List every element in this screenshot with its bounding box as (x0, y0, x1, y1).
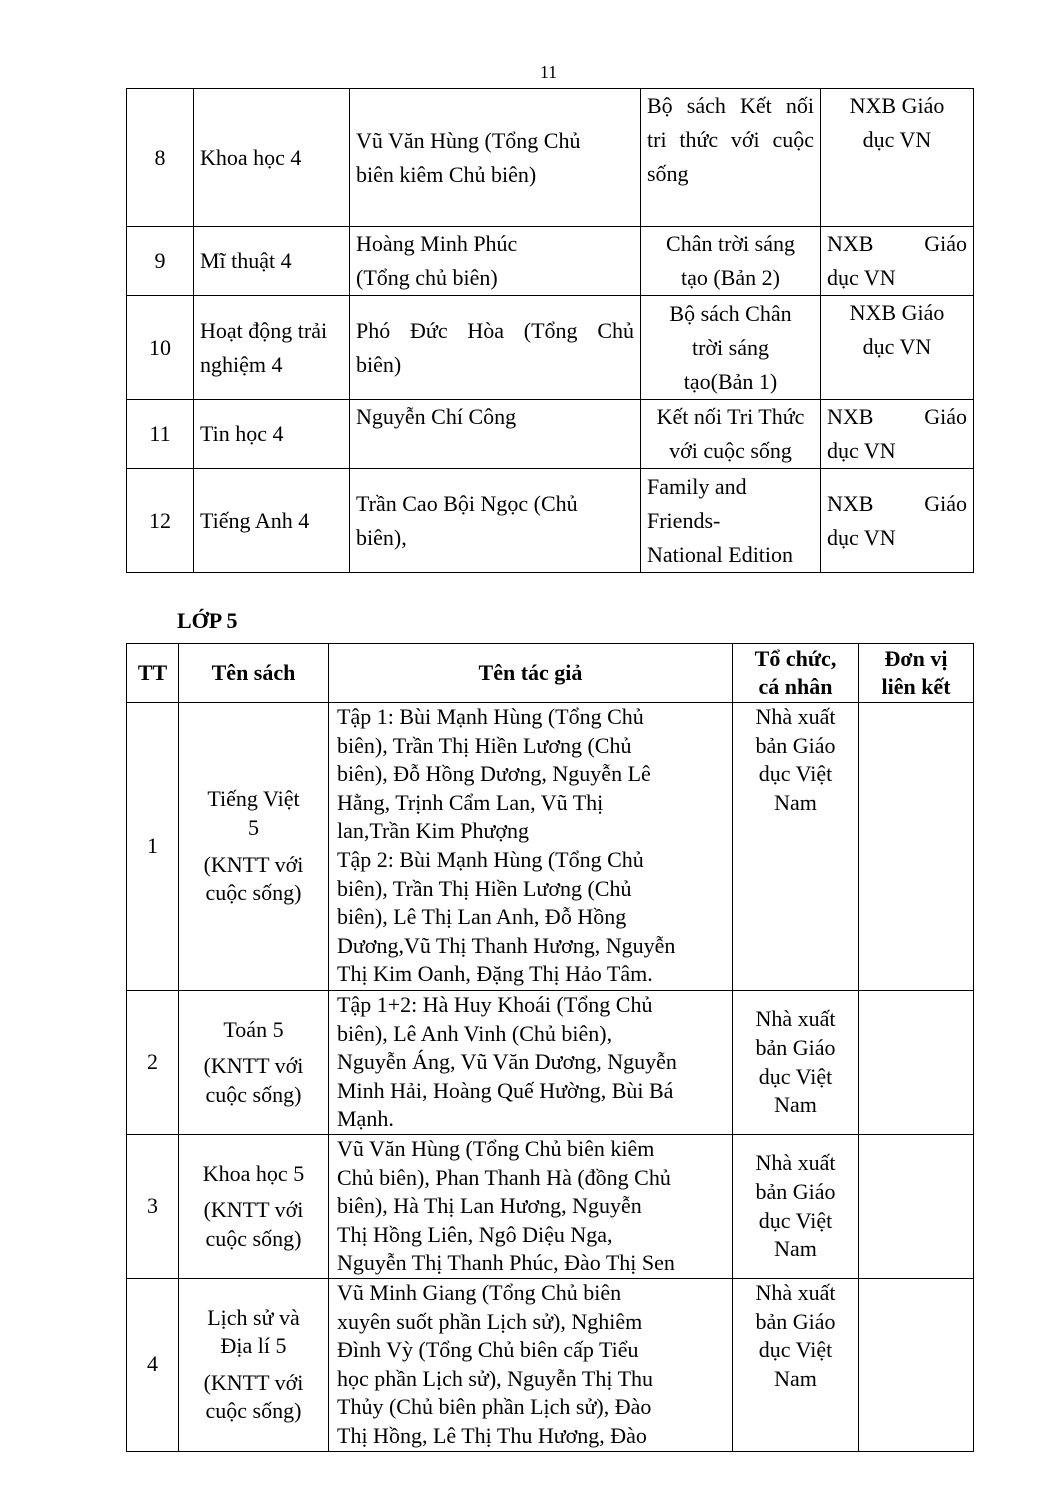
table-row (127, 227, 974, 296)
book-title: Tiếng Anh 4 (194, 469, 350, 573)
book-title: Hoạt động trải nghiệm 4 (194, 296, 350, 400)
page-number: 11 (539, 62, 558, 82)
table-row (127, 89, 974, 227)
linked-unit (859, 991, 974, 1135)
authors: Vũ Văn Hùng (Tổng Chủ biên kiêm Chủ biên) (350, 89, 641, 227)
organization: Nhà xuất bản Giáo dục Việt Nam (733, 703, 859, 991)
grade5-book-table (126, 643, 974, 1452)
authors: Tập 1+2: Hà Huy Khoái (Tổng Chủ biên), Lê Anh Vinh (Chủ biên), Nguyễn Áng, Vũ Văn Dương, Nguyễn Minh Hải, Hoàng Quế Hường, Bùi Bá Mạnh. (329, 991, 733, 1135)
book-title: Tiếng Việt 5 (KNTT với cuộc sống) (179, 703, 329, 991)
section-title-grade5: LỚP 5 (177, 608, 238, 633)
table-row (127, 296, 974, 400)
linked-unit (859, 703, 974, 991)
row-number: 2 (127, 991, 179, 1135)
table-row (127, 400, 974, 469)
publisher: NXB Giáo dục VN (821, 227, 974, 296)
book-title: Toán 5 (KNTT với cuộc sống) (179, 991, 329, 1135)
authors: Vũ Văn Hùng (Tổng Chủ biên kiêm Chủ biên), Phan Thanh Hà (đồng Chủ biên), Hà Thị Lan Hương, Nguyễn Thị Hồng Liên, Ngô Diệu Nga, Nguyễn Thị Thanh Phúc, Đào Thị Sen (329, 1135, 733, 1279)
publisher: NXB Giáo dục VN (821, 89, 974, 227)
authors: Trần Cao Bội Ngọc (Chủ biên), (350, 469, 641, 573)
book-title: Tin học 4 (194, 400, 350, 469)
book-series: Bộ sách Kết nối tri thức với cuộc sống (641, 89, 821, 227)
table-row (127, 1135, 974, 1279)
publisher: NXB Giáo dục VN (821, 469, 974, 573)
table-row (127, 991, 974, 1135)
linked-unit (859, 1279, 974, 1452)
header-title: Tên sách (179, 644, 329, 703)
book-title: Khoa học 4 (194, 89, 350, 227)
header-authors: Tên tác giả (329, 644, 733, 703)
book-series: Bộ sách Chân trời sáng tạo(Bản 1) (641, 296, 821, 400)
grade4-book-table (126, 88, 974, 573)
linked-unit (859, 1135, 974, 1279)
row-number: 4 (127, 1279, 179, 1452)
book-title: Mĩ thuật 4 (194, 227, 350, 296)
book-series: Family and Friends- National Edition (641, 469, 821, 573)
row-number: 1 (127, 703, 179, 991)
table-row (127, 1279, 974, 1452)
authors: Phó Đức Hòa (Tổng Chủ biên) (350, 296, 641, 400)
authors: Tập 1: Bùi Mạnh Hùng (Tổng Chủ biên), Trần Thị Hiền Lương (Chủ biên), Đỗ Hồng Dương, Nguyễn Lê Hằng, Trịnh Cẩm Lan, Vũ Thị lan,Trần Kim Phượng Tập 2: Bùi Mạnh Hùng (Tổng Chủ biên), Trần Thị Hiền Lương (Chủ biên), Lê Thị Lan Anh, Đỗ Hồng Dương,Vũ Thị Thanh Hương, Nguyễn Thị Kim Oanh, Đặng Thị Hảo Tâm. (329, 703, 733, 991)
book-series: Chân trời sáng tạo (Bản 2) (641, 227, 821, 296)
row-number: 10 (127, 296, 194, 400)
table-header-row (127, 644, 974, 703)
book-title: Lịch sử và Địa lí 5 (KNTT với cuộc sống) (179, 1279, 329, 1452)
book-title: Khoa học 5 (KNTT với cuộc sống) (179, 1135, 329, 1279)
row-number: 12 (127, 469, 194, 573)
publisher: NXB Giáo dục VN (821, 400, 974, 469)
publisher: NXB Giáo dục VN (821, 296, 974, 400)
organization: Nhà xuất bản Giáo dục Việt Nam (733, 1135, 859, 1279)
header-organization: Tổ chức, cá nhân (733, 644, 859, 703)
table-row (127, 469, 974, 573)
row-number: 11 (127, 400, 194, 469)
header-linked-unit: Đơn vị liên kết (859, 644, 974, 703)
header-tt: TT (127, 644, 179, 703)
authors: Hoàng Minh Phúc (Tổng chủ biên) (350, 227, 641, 296)
book-series: Kết nối Tri Thức với cuộc sống (641, 400, 821, 469)
authors: Nguyễn Chí Công (350, 400, 641, 469)
authors: Vũ Minh Giang (Tổng Chủ biên xuyên suốt phần Lịch sử), Nghiêm Đình Vỳ (Tổng Chủ biên cấp Tiểu học phần Lịch sử), Nguyễn Thị Thu Thủy (Chủ biên phần Lịch sử), Đào Thị Hồng, Lê Thị Thu Hương, Đào (329, 1279, 733, 1452)
organization: Nhà xuất bản Giáo dục Việt Nam (733, 991, 859, 1135)
row-number: 8 (127, 89, 194, 227)
table-row (127, 703, 974, 991)
organization: Nhà xuất bản Giáo dục Việt Nam (733, 1279, 859, 1452)
row-number: 9 (127, 227, 194, 296)
row-number: 3 (127, 1135, 179, 1279)
